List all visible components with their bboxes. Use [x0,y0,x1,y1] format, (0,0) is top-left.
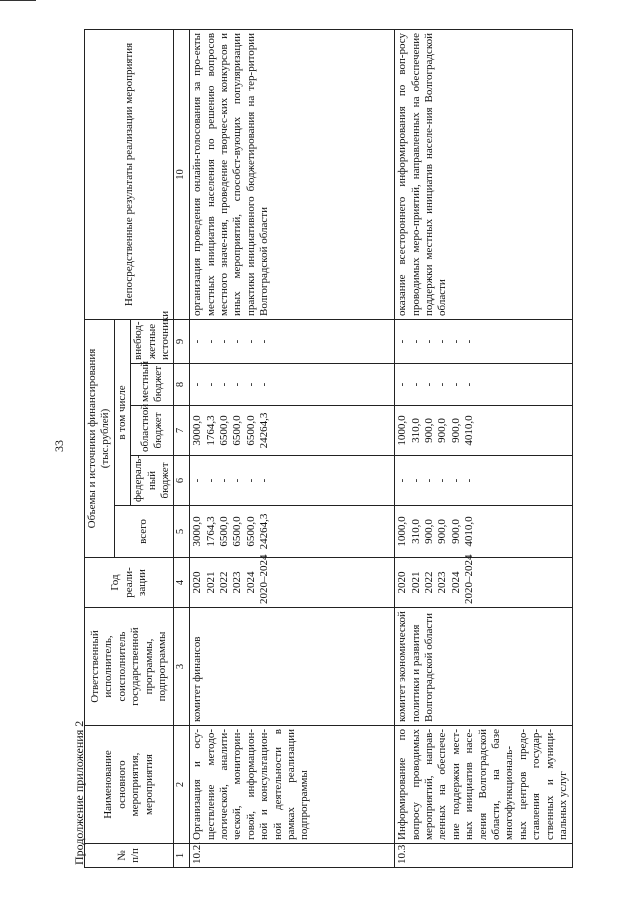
table-row [395,29,572,867]
header-including: в том числе [114,319,130,505]
local-cell: - - - - - - [190,364,395,406]
table-row [190,29,395,867]
measure-name: Организация и осу-ществление методо-логической, аналити-ческой, мониторин-говой, информацион-ной и консультацион-ной деятельности в рамках реализации подпрограммы [190,726,395,844]
col-number: 8 [174,364,190,406]
year-cell: 2020 2021 2022 2023 2024 2020–2024 [395,558,572,608]
col-number: 6 [174,456,190,506]
regional-cell: 3000,0 1764,3 6500,0 6500,0 6500,0 24264,3 [190,406,395,456]
rotated-table-wrapper [84,30,570,868]
federal-cell: - - - - - - [395,456,572,506]
header-federal: федераль-ный бюджет [131,456,174,506]
measure-name: Информирование по вопросу проводимых мероприятий, направ-ленных на обеспече-ние поддержки мест-ных инициатив насе-ления Волгоградской области, на базе многофункциональ-ных центров предо-ставления государ-ственных и муници-пальных услуг [395,726,572,844]
responsible-executor: комитет финансов [190,608,395,726]
col-number: 4 [174,558,190,608]
col-number: 10 [174,29,190,319]
header-local: местный бюджет [131,364,174,406]
header-regional: областной бюджет [131,406,174,456]
col-number: 5 [174,506,190,558]
header-volumes: Объемы и источники финансирования (тыс.рублей) [85,319,115,557]
financing-table [84,29,573,868]
federal-cell: - - - - - - [190,456,395,506]
results-cell: организация проведения онлайн-голосования за про-екты местных инициатив населения по решению вопросов местного значе-ния, проведение творчес-ких конкурсов и иных мероприятий, способст-вующих популяризации практики инициативного бюджетирования на тер-ритории Волгоградской области [190,29,395,319]
regional-cell: 1000,0 310,0 900,0 900,0 900,0 4010,0 [395,406,572,456]
local-cell: - - - - - - [395,364,572,406]
header-results: Непосредственные результаты реализации мероприятия [85,29,174,319]
page-number: 33 [52,440,66,452]
header-name: Наименование основного мероприятия, мероприятия [85,726,174,844]
col-number: 3 [174,608,190,726]
offbudget-cell: - - - - - - [190,319,395,363]
total-cell: 1000,0 310,0 900,0 900,0 900,0 4010,0 [395,506,572,558]
continuation-caption: Продолжение приложения 2 [72,720,86,865]
col-number: 9 [174,319,190,363]
header-executor: Ответственный исполнитель, соисполнитель государственной программы, подпрограммы [85,608,174,726]
responsible-executor: комитет экономической политики и развития Волгоградской области [395,608,572,726]
col-number: 2 [174,726,190,844]
row-number: 10.2. [190,844,395,868]
scan-edge-mark [0,0,36,5]
header-num: № п/п [85,844,174,868]
col-number: 1 [174,844,190,868]
year-cell: 2020 2021 2022 2023 2024 2020–2024 [190,558,395,608]
results-cell: оказание всестороннего информирования по воп-росу проводимых меро-приятий, направленных на обеспечение поддержки местных инициатив населе-ния Волгоградской области [395,29,572,319]
column-number-row [174,29,190,867]
col-number: 7 [174,406,190,456]
row-number: 10.3 [395,844,572,868]
offbudget-cell: - - - - - - [395,319,572,363]
header-offbudget: внебюд-жетные источники [131,319,174,363]
header-year: Год реали-зации [85,558,174,608]
total-cell: 3000,0 1764,3 6500,0 6500,0 6500,0 24264,3 [190,506,395,558]
header-total: всего [114,506,174,558]
